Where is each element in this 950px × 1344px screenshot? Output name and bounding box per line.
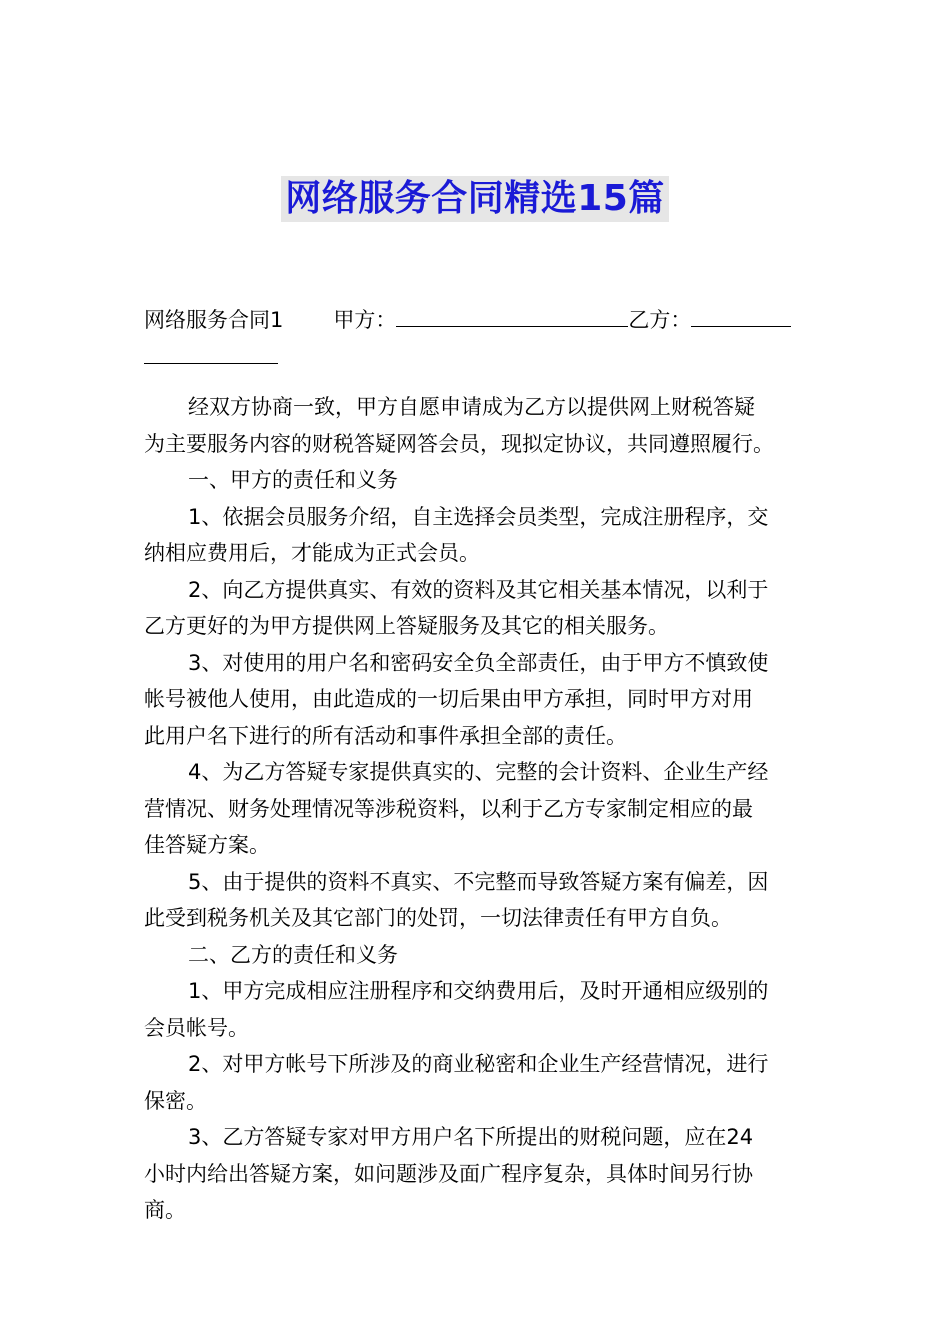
section-heading: 一、甲方的责任和义务: [188, 468, 398, 492]
paragraph-line: 4、为乙方答疑专家提供真实的、完整的会计资料、企业生产经: [188, 760, 769, 784]
paragraph-line: 3、乙方答疑专家对甲方用户名下所提出的财税问题，应在24: [188, 1125, 754, 1149]
paragraph-line: 小时内给出答疑方案，如问题涉及面广程序复杂，具体时间另行协: [144, 1161, 753, 1186]
paragraph-line: 1、甲方完成相应注册程序和交纳费用后，及时开通相应级别的: [188, 979, 769, 1003]
paragraph-line: 为主要服务内容的财税答疑网答会员，现拟定协议，共同遵照履行。: [144, 431, 774, 456]
party-b-blank-2: [144, 339, 278, 364]
paragraph-line: 乙方更好的为甲方提供网上答疑服务及其它的相关服务。: [144, 614, 669, 638]
paragraph-line: 营情况、财务处理情况等涉税资料，以利于乙方专家制定相应的最: [144, 796, 753, 821]
paragraph-line: 此用户名下进行的所有活动和事件承担全部的责任。: [144, 723, 627, 748]
paragraph-line: 2、对甲方帐号下所涉及的商业秘密和企业生产经营情况，进行: [188, 1052, 769, 1076]
paragraph-line: 经双方协商一致，甲方自愿申请成为乙方以提供网上财税答疑: [188, 395, 755, 419]
paragraph-line: 3、对使用的用户名和密码安全负全部责任，由于甲方不慎致使: [188, 650, 769, 675]
paragraph-line: 会员帐号。: [144, 1015, 249, 1040]
section-heading: 二、乙方的责任和义务: [188, 942, 398, 967]
party-b-blank-continued: [144, 339, 808, 376]
party-a-label: 甲方：: [333, 308, 397, 332]
paragraph-line: 2、向乙方提供真实、有效的资料及其它相关基本情况，以利于: [188, 577, 769, 602]
title-wrap: [0, 176, 950, 222]
paragraph-line: 保密。: [144, 1088, 207, 1113]
paragraph-line: 1、依据会员服务介绍，自主选择会员类型，完成注册程序，交: [188, 504, 769, 529]
paragraph-line: 佳答疑方案。: [144, 833, 270, 857]
party-b-label: 乙方：: [628, 308, 692, 332]
party-line: [144, 302, 808, 339]
party-a-blank: [396, 302, 628, 327]
paragraph-line: 帐号被他人使用，由此造成的一切后果由甲方承担，同时甲方对用: [144, 687, 753, 711]
paragraph-line: 纳相应费用后，才能成为正式会员。: [144, 541, 480, 565]
paragraph-line: 此受到税务机关及其它部门的处罚，一切法律责任有甲方自负。: [144, 906, 732, 930]
party-b-blank: [691, 302, 791, 327]
document-body: [144, 302, 808, 1229]
contract-label: 网络服务合同1: [144, 308, 284, 332]
paragraph-line: 5、由于提供的资料不真实、不完整而导致答疑方案有偏差，因: [188, 869, 769, 894]
document-title: 网络服务合同精选15篇: [281, 176, 669, 222]
paragraph-line: 商。: [144, 1198, 186, 1222]
